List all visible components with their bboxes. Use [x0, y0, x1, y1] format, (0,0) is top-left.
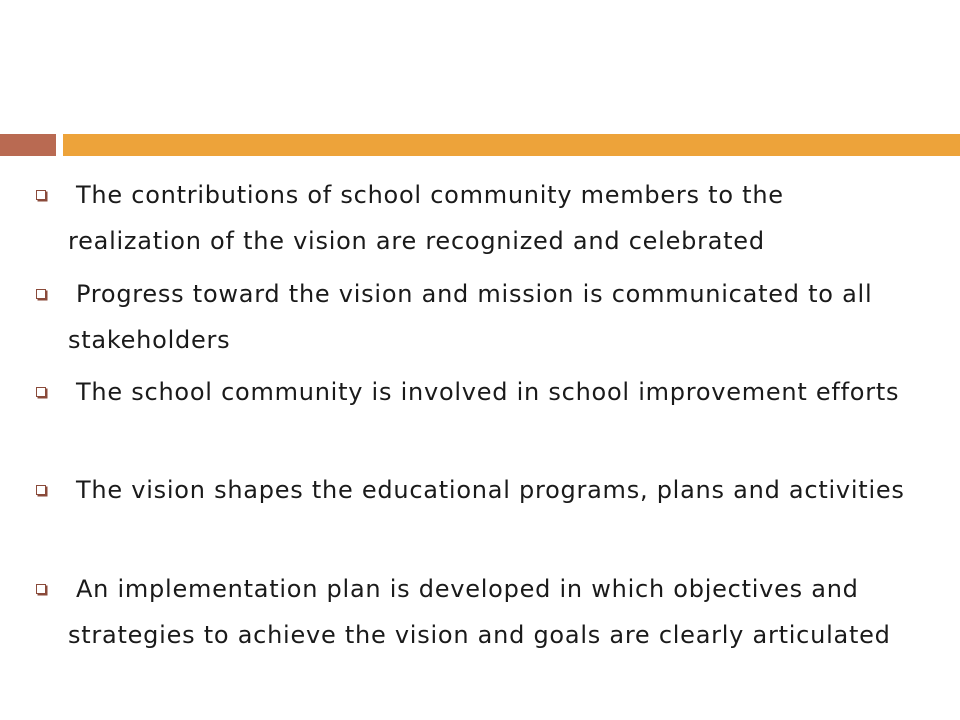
- bullet-text: The contributions of school community members to the realization of the vision are recognized and celebrated: [68, 181, 784, 255]
- square-bullet-icon: [36, 289, 46, 299]
- bullet-text: The vision shapes the educational programs, plans and activities: [76, 476, 905, 504]
- title-accent-bar-right: [63, 134, 960, 156]
- square-bullet-icon: [36, 485, 46, 495]
- title-accent-bar-left: [0, 134, 56, 156]
- bullet-text: The school community is involved in school improvement efforts: [76, 378, 900, 406]
- bullet-text: Progress toward the vision and mission is communicated to all stakeholders: [68, 280, 873, 354]
- bullet-text: An implementation plan is developed in which objectives and strategies to achieve the vision and goals are clearly articulated: [68, 575, 891, 649]
- square-bullet-icon: [36, 190, 46, 200]
- square-bullet-icon: [36, 387, 46, 397]
- square-bullet-icon: [36, 584, 46, 594]
